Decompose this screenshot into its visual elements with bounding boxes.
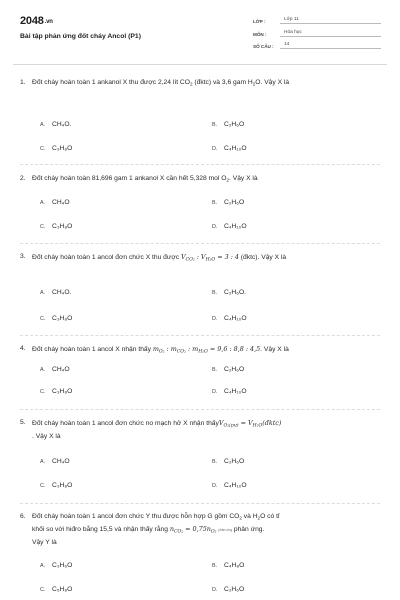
question-text: Đốt cháy hoàn toàn 81,696 gam 1 ankanol X cần hết 5,328 mol $O_2$. Vậy X là: [32, 175, 258, 183]
meta-label: LỚP :: [253, 19, 266, 24]
page-title: Bài tập phản ứng đốt cháy Ancol (P1): [20, 33, 141, 40]
question-text: Đốt cháy hoàn toàn 1 ancol đơn chức X thu được $V_{CO_2}$ : $V_{H_2O} = 3$ : 4 (đktc). Vậy X là: [32, 253, 287, 263]
option-d[interactable]: D. C₄H₁₀O: [212, 145, 247, 152]
question-divider: [20, 335, 380, 336]
option-d[interactable]: D. C₄H₁₀O: [212, 388, 247, 395]
question-text: Đốt cháy hoàn toàn 1 ancol đơn chức no mạch hở X nhận thấyV$_{O_2(pư)}$ = $V_{H_2O}(đktc)$ . Vậy X là: [32, 419, 282, 440]
option-d[interactable]: D. C₄H₁₀O: [212, 482, 247, 489]
question-text: Đốt cháy hoàn toàn 1 ancol X nhận thấy $m_{O_2}$ : $m_{CO_2}$ : $m_{H_2O} = 9,6$ : 8,8 : 4,5. Vậy X là: [32, 345, 289, 355]
option-d[interactable]: D. C₄H₁₀O: [212, 315, 247, 322]
meta-value: Hóa học: [280, 30, 381, 37]
question-text: Đốt cháy hoàn toàn 1 ancol đơn chức Y thu được hỗn hợp G gồm $CO_2$ và $H_2O$ có tỉ khối so với hiđro bằng 15,5 và nhận thấy rằng $n_{CO_2} = 0,75n_{O_2}$ phản ứng phản ứng. Vậy Y là: [32, 513, 280, 546]
formula: $V_{CO_2}$ : $V_{H_2O} = 3$ : 4: [180, 253, 239, 263]
meta-value: Lớp 11: [280, 17, 381, 24]
question-number: 6.: [20, 513, 26, 520]
formula: $m_{O_2}$ : $m_{CO_2}$ : $m_{H_2O} = 9,6$ : 8,8 : 4,5: [152, 345, 261, 355]
option-a[interactable]: A. CH₄O: [40, 199, 70, 206]
meta-row-class: [253, 13, 381, 24]
meta-value: 14: [280, 42, 381, 49]
option-b[interactable]: B. C₂H₆O: [212, 366, 245, 373]
option-a[interactable]: A. CH₄O: [40, 458, 70, 465]
question-text: Đốt cháy hoàn toàn 1 ankanol X thu được 2,24 lít $CO_2$ (đktc) và 3,6 gam $H_2O$. Vậy X là: [32, 79, 290, 87]
question-divider: [20, 503, 380, 504]
option-b[interactable]: B. C₂H₆O: [212, 199, 245, 206]
meta-panel: [253, 13, 381, 51]
option-d[interactable]: D. C₄H₁₀O: [212, 223, 247, 230]
option-b[interactable]: B. C₂H₆O.: [212, 289, 247, 296]
site-logo[interactable]: 2048.vn: [20, 15, 53, 27]
option-c[interactable]: C. C₅H₈O: [40, 586, 73, 593]
option-a[interactable]: A. CH₄O.: [40, 121, 72, 128]
meta-row-subject: [253, 26, 381, 37]
worksheet-header: [0, 0, 400, 62]
option-c[interactable]: C. C₃H₈O: [40, 388, 73, 395]
header-divider: [13, 64, 387, 65]
question-number: 2.: [20, 175, 26, 182]
meta-row-count: [253, 38, 381, 49]
question-divider: [20, 164, 380, 165]
meta-label: MÔN :: [253, 31, 267, 37]
option-b[interactable]: B. C₄H₈O: [212, 562, 245, 569]
option-a[interactable]: A. CH₄O.: [40, 289, 72, 296]
option-d[interactable]: D. C₂H₆O: [212, 586, 245, 593]
question-number: 3.: [20, 253, 26, 260]
option-b[interactable]: B. C₂H₆O: [212, 121, 245, 128]
question-number: 1.: [20, 79, 26, 86]
option-c[interactable]: C. C₃H₈O: [40, 223, 73, 230]
formula: $V_{O_2(pư)}$ = $V_{H_2O}(đktc)$: [218, 419, 282, 429]
question-number: 4.: [20, 345, 26, 352]
option-c[interactable]: C. C₃H₈O: [40, 145, 73, 152]
option-c[interactable]: C. C₃H₈O: [40, 315, 73, 322]
question-divider: [20, 409, 380, 410]
meta-label: SỐ CÂU :: [253, 44, 274, 49]
option-b[interactable]: B. C₂H₆O: [212, 458, 245, 465]
option-a[interactable]: A. CH₄O: [40, 366, 70, 373]
question-number: 5.: [20, 419, 26, 426]
option-a[interactable]: A. C₃H₆O: [40, 562, 73, 569]
option-c[interactable]: C. C₃H₈O: [40, 482, 73, 489]
question-divider: [20, 243, 380, 244]
formula: $n_{CO_2} = 0,75n_{O_2}$: [169, 525, 217, 535]
